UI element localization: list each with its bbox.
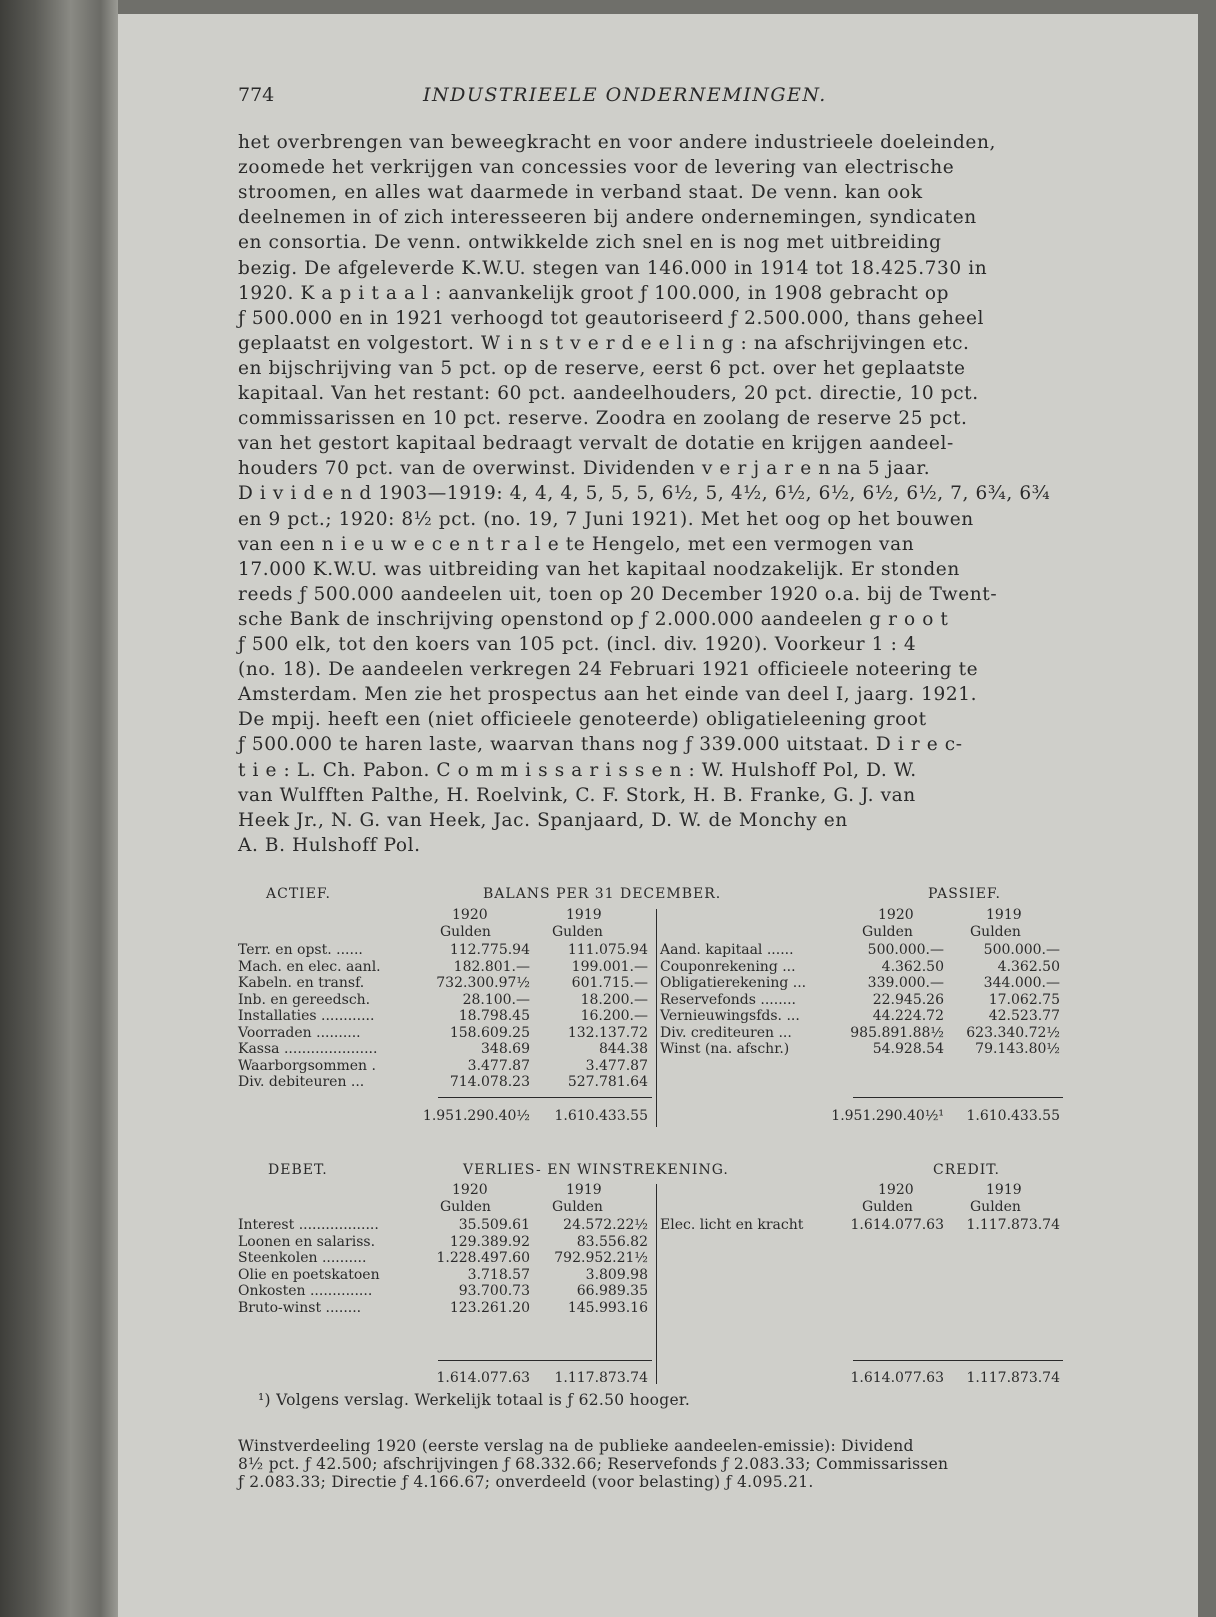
asset-1920: 714.078.23 [449,1074,530,1090]
debit-label: Loonen en salariss. [238,1233,376,1250]
body-line: Amsterdam. Men zie het prospectus aan het einde van deel I, jaarg. 1921. [238,684,978,706]
body-line: sche Bank de inschrijving openstond op ƒ 2.000.000 aandeelen g r o o t [238,608,949,630]
body-line: ƒ 500 elk, tot den koers van 105 pct. (incl. div. 1920). Voorkeur 1 : 4 [238,634,917,655]
pl-unit-b-left: Gulden [552,1199,603,1215]
asset-label: Installaties ............ [238,1008,375,1024]
debit-1920: 123.261.20 [449,1299,530,1316]
body-line: houders 70 pct. van de overwinst. Dividenden v e r j a r e n na 5 jaar. [238,458,931,480]
asset-label: Waarborgsommen . [238,1057,376,1074]
debit-1919: 3.809.98 [585,1266,648,1283]
body-line: het overbrengen van beweegkracht en voor andere industrieele doeleinden, [238,132,996,153]
body-line: ƒ 500.000 en in 1921 verhoogd tot geautoriseerd ƒ 2.500.000, thans geheel [238,307,985,329]
asset-1919: 111.075.94 [567,942,648,958]
body-line: deelnemen in of zich interesseeren bij andere ondernemingen, syndicaten [238,207,977,229]
body-line: geplaatst en volgestort. W i n s t v e r d e e l i n g : na afschrijvingen etc. [238,332,970,354]
asset-1919: 199.001.— [571,958,648,975]
body-line: van het gestort kapitaal bedraagt vervalt de dotatie en krijgen aandeel- [238,433,954,455]
asset-label: Div. debiteuren ... [238,1074,365,1090]
body-line: zoomede het verkrijgen van concessies voor de levering van electrische [238,157,955,179]
body-line: bezig. De afgeleverde K.W.U. stegen van 146.000 in 1914 tot 18.425.730 in [238,257,988,279]
body-line: A. B. Hulshoff Pol. [238,834,421,856]
pl-year-b-right: 1919 [986,1182,1022,1198]
debit-label: Bruto-winst ........ [238,1299,362,1316]
balance-year-b-left: 1919 [566,907,602,923]
asset-1919: 844.38 [599,1041,648,1057]
debit-label: Interest .................. [238,1217,379,1233]
asset-label: Kassa ..................... [238,1041,378,1057]
body-line: stroomen, en alles wat daarmede in verband staat. De venn. kan ook [238,182,923,204]
asset-1920: 732.300.97½ [436,975,530,991]
asset-1920: 182.801.— [453,958,530,975]
asset-1920: 18.798.45 [458,1008,530,1024]
liabilities-total-1919: 1.610.433.55 [966,1108,1060,1124]
asset-label: Mach. en elec. aanl. [238,958,381,975]
balance-year-a-right: 1920 [878,907,914,923]
pl-unit-b-right: Gulden [970,1199,1021,1215]
balance-divider [656,909,657,1127]
pl-year-a-left: 1920 [452,1182,488,1198]
pl-left-head: DEBET. [268,1162,328,1178]
asset-1919: 527.781.64 [567,1074,648,1090]
closing-line: 8½ pct. ƒ 42.500; afschrijvingen ƒ 68.332.66; Reservefonds ƒ 2.083.33; Commissarissen [238,1455,949,1473]
asset-1919: 3.477.87 [585,1057,648,1074]
asset-1920: 348.69 [481,1041,530,1057]
asset-label: Kabeln. en transf. [238,975,365,991]
debit-label: Olie en poetskatoen [238,1266,380,1283]
pl-unit-a-right: Gulden [862,1199,913,1215]
credit-label: Elec. licht en kracht [660,1217,804,1233]
credit-1919: 1.117.873.74 [966,1217,1060,1233]
asset-1919: 16.200.— [580,1008,648,1024]
pl-divider [656,1184,657,1384]
page-number: 774 [238,84,275,106]
debit-1919: 66.989.35 [576,1283,648,1299]
balance-right-head: PASSIEF. [928,886,1001,902]
asset-1920: 158.609.25 [449,1024,530,1041]
debit-1920: 93.700.73 [458,1283,530,1299]
debit-1919: 792.952.21½ [554,1250,648,1266]
liability-1920: 54.928.54 [872,1041,944,1057]
pl-unit-a-left: Gulden [440,1199,491,1215]
debit-1919: 24.572.22½ [563,1217,648,1233]
pl-year-b-left: 1919 [566,1182,602,1198]
balance-year-b-right: 1919 [986,907,1022,923]
balance-unit-b-left: Gulden [552,924,603,940]
liability-1920: 339.000.— [867,975,944,991]
body-line: reeds ƒ 500.000 aandeelen uit, toen op 20 December 1920 o.a. bij de Twent- [238,583,998,605]
debit-1920: 1.228.497.60 [436,1250,530,1266]
body-line: 1920. K a p i t a a l : aanvankelijk groot ƒ 100.000, in 1908 gebracht op [238,282,950,304]
liability-1919: 4.362.50 [997,958,1060,975]
balance-unit-a-left: Gulden [440,924,491,940]
assets-total-rule [438,1097,652,1098]
pl-right-head: CREDIT. [933,1162,1000,1178]
asset-1920: 3.477.87 [467,1057,530,1074]
liability-label: Reservefonds ........ [660,991,797,1008]
debit-1920: 129.389.92 [449,1233,530,1250]
credit-total-rule [853,1360,1063,1361]
body-line: van een n i e u w e c e n t r a l e te Hengelo, met een vermogen van [238,533,915,555]
debit-1919: 83.556.82 [576,1233,648,1250]
debit-total-rule [438,1360,652,1361]
body-line: en consortia. De venn. ontwikkelde zich snel en is nog met uitbreiding [238,232,942,254]
liability-label: Winst (na. afschr.) [660,1041,790,1057]
body-line: D i v i d e n d 1903—1919: 4, 4, 4, 5, 5, 5, 6½, 5, 4½, 6½, 6½, 6½, 6½, 7, 6¾, 6¾ [238,483,1051,505]
body-line: (no. 18). De aandeelen verkregen 24 Februari 1921 officieele noteering te [238,659,979,681]
asset-1919: 601.715.— [571,975,648,991]
credit-total-1919: 1.117.873.74 [966,1370,1060,1386]
liability-1919: 500.000.— [983,942,1060,958]
pl-title: VERLIES- EN WINSTREKENING. [463,1162,729,1178]
asset-1920: 28.100.— [462,991,530,1008]
liability-1920: 44.224.72 [872,1008,944,1024]
pl-year-a-right: 1920 [878,1182,914,1198]
footnote: ¹) Volgens verslag. Werkelijk totaal is ƒ 62.50 hooger. [258,1391,691,1409]
asset-1920: 112.775.94 [449,942,530,958]
liability-1920: 4.362.50 [881,958,944,975]
balance-unit-a-right: Gulden [862,924,913,940]
liability-label: Obligatierekening ... [660,975,807,991]
asset-1919: 18.200.— [580,991,648,1008]
liability-1920: 985.891.88½ [850,1024,944,1041]
body-line: van Wulfften Palthe, H. Roelvink, C. F. Stork, H. B. Franke, G. J. van [238,784,916,806]
liability-1919: 17.062.75 [988,991,1060,1008]
body-line: commissarissen en 10 pct. reserve. Zoodra en zoolang de reserve 25 pct. [238,408,968,430]
book-page [118,14,1198,1617]
assets-total-1919: 1.610.433.55 [554,1108,648,1124]
running-head: INDUSTRIEELE ONDERNEMINGEN. [423,84,827,106]
liability-1919: 623.340.72½ [966,1024,1060,1041]
liability-label: Couponrekening ... [660,958,796,975]
debit-total-1920: 1.614.077.63 [436,1370,530,1386]
liability-1919: 79.143.80½ [975,1041,1060,1057]
assets-total-1920: 1.951.290.40½ [422,1108,530,1124]
asset-1919: 132.137.72 [567,1024,648,1041]
credit-total-1920: 1.614.077.63 [850,1370,944,1386]
liabilities-total-1920: 1.951.290.40½¹ [831,1108,944,1124]
body-line: t i e : L. Ch. Pabon. C o m m i s s a r i s s e n : W. Hulshoff Pol, D. W. [238,759,917,781]
body-line: Heek Jr., N. G. van Heek, Jac. Spanjaard, D. W. de Monchy en [238,809,848,831]
liability-label: Vernieuwingsfds. ... [660,1008,800,1024]
liability-label: Aand. kapitaal ...... [660,942,794,958]
balance-unit-b-right: Gulden [970,924,1021,940]
liabilities-total-rule [853,1097,1063,1098]
closing-line: ƒ 2.083.33; Directie ƒ 4.166.67; onverdeeld (voor belasting) ƒ 4.095.21. [238,1473,814,1491]
body-line: De mpij. heeft een (niet officieele genoteerde) obligatieleening groot [238,709,927,731]
debit-label: Steenkolen .......... [238,1250,367,1266]
liability-1919: 344.000.— [983,975,1060,991]
liability-1920: 22.945.26 [872,991,944,1008]
balance-year-a-left: 1920 [452,907,488,923]
body-line: en 9 pct.; 1920: 8½ pct. (no. 19, 7 Juni 1921). Met het oog op het bouwen [238,508,974,530]
asset-label: Terr. en opst. ...... [238,942,363,958]
liability-label: Div. crediteuren ... [660,1024,792,1041]
asset-label: Inb. en gereedsch. [238,991,371,1008]
asset-label: Voorraden .......... [238,1024,361,1041]
book-spine-shadow [0,0,118,1617]
closing-line: Winstverdeeling 1920 (eerste verslag na de publieke aandeelen-emissie): Dividend [238,1437,914,1455]
body-line: ƒ 500.000 te haren laste, waarvan thans nog ƒ 339.000 uitstaat. D i r e c- [238,734,963,756]
body-line: kapitaal. Van het restant: 60 pct. aandeelhouders, 20 pct. directie, 10 pct. [238,383,979,404]
balance-left-head: ACTIEF. [266,886,331,902]
liability-1919: 42.523.77 [988,1008,1060,1024]
liability-1920: 500.000.— [867,942,944,958]
debit-1920: 3.718.57 [467,1266,530,1283]
body-line: en bijschrijving van 5 pct. op de reserve, eerst 6 pct. over het geplaatste [238,357,966,379]
debit-1919: 145.993.16 [567,1299,648,1316]
body-line: 17.000 K.W.U. was uitbreiding van het kapitaal noodzakelijk. Er stonden [238,558,960,580]
debit-1920: 35.509.61 [458,1217,530,1233]
credit-1920: 1.614.077.63 [850,1217,944,1233]
balance-title: BALANS PER 31 DECEMBER. [483,886,722,902]
debit-label: Onkosten .............. [238,1283,373,1299]
debit-total-1919: 1.117.873.74 [554,1370,648,1386]
